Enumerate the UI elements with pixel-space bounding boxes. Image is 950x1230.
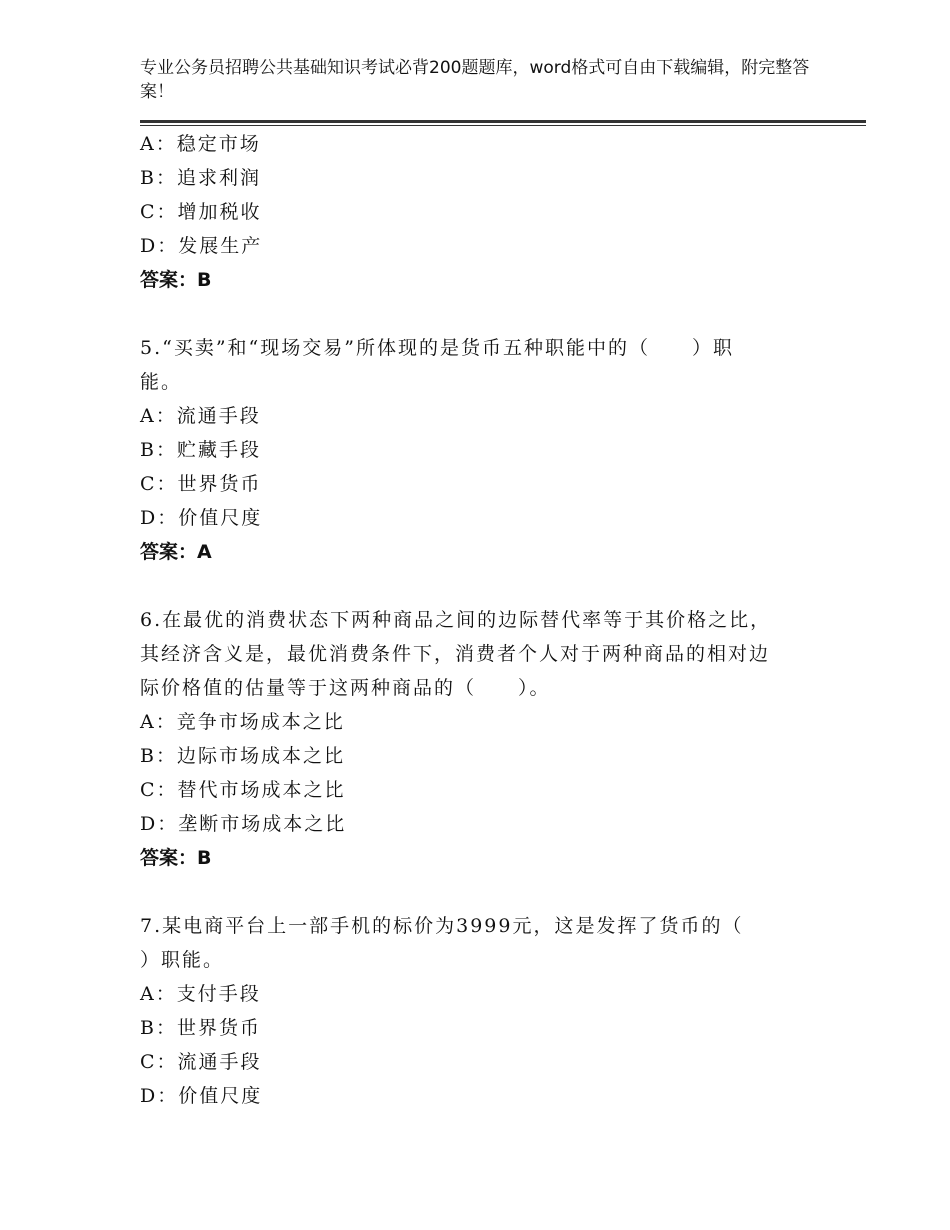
option-d: D：价值尺度 [140, 507, 263, 529]
question-5 [140, 331, 840, 569]
option-c: C：世界货币 [140, 473, 262, 495]
option-c: C：增加税收 [140, 201, 262, 223]
option-a: A：流通手段 [140, 405, 261, 427]
answer: 答案：B [140, 269, 212, 291]
option-b: B：边际市场成本之比 [140, 745, 345, 767]
answer: 答案：A [140, 541, 212, 563]
header-divider [140, 120, 866, 126]
option-b: B：世界货币 [140, 1017, 261, 1039]
answer: 答案：B [140, 847, 212, 869]
option-b: B：贮藏手段 [140, 439, 261, 461]
option-d: D：发展生产 [140, 235, 263, 257]
question-stem: 5.“买卖”和“现场交易”所体现的是货币五种职能中的（ ）职 [140, 337, 734, 359]
option-b: B：追求利润 [140, 167, 261, 189]
option-c: C：替代市场成本之比 [140, 779, 346, 801]
spacer [140, 297, 840, 331]
question-stem: 际价格值的估量等于这两种商品的（ ）。 [140, 677, 551, 699]
question-6 [140, 603, 840, 875]
question-stem: 能。 [140, 371, 183, 393]
question-stem: 6.在最优的消费状态下两种商品之间的边际替代率等于其价格之比， [140, 609, 772, 631]
question-4 [140, 127, 840, 297]
question-7 [140, 909, 840, 1113]
spacer [140, 569, 840, 603]
question-stem: ）职能。 [140, 949, 225, 971]
option-d: D：垄断市场成本之比 [140, 813, 347, 835]
question-list [140, 127, 840, 1113]
option-a: A：支付手段 [140, 983, 261, 1005]
option-d: D：价值尺度 [140, 1085, 263, 1107]
option-a: A：稳定市场 [140, 133, 261, 155]
question-stem: 其经济含义是，最优消费条件下，消费者个人对于两种商品的相对边 [140, 643, 771, 665]
page-header: 专业公务员招聘公共基础知识考试必背200题题库，word格式可自由下载编辑，附完整答案！ [140, 58, 810, 102]
option-c: C：流通手段 [140, 1051, 262, 1073]
question-stem: 7.某电商平台上一部手机的标价为3999元，这是发挥了货币的（ [140, 915, 744, 937]
spacer [140, 875, 840, 909]
option-a: A：竞争市场成本之比 [140, 711, 345, 733]
